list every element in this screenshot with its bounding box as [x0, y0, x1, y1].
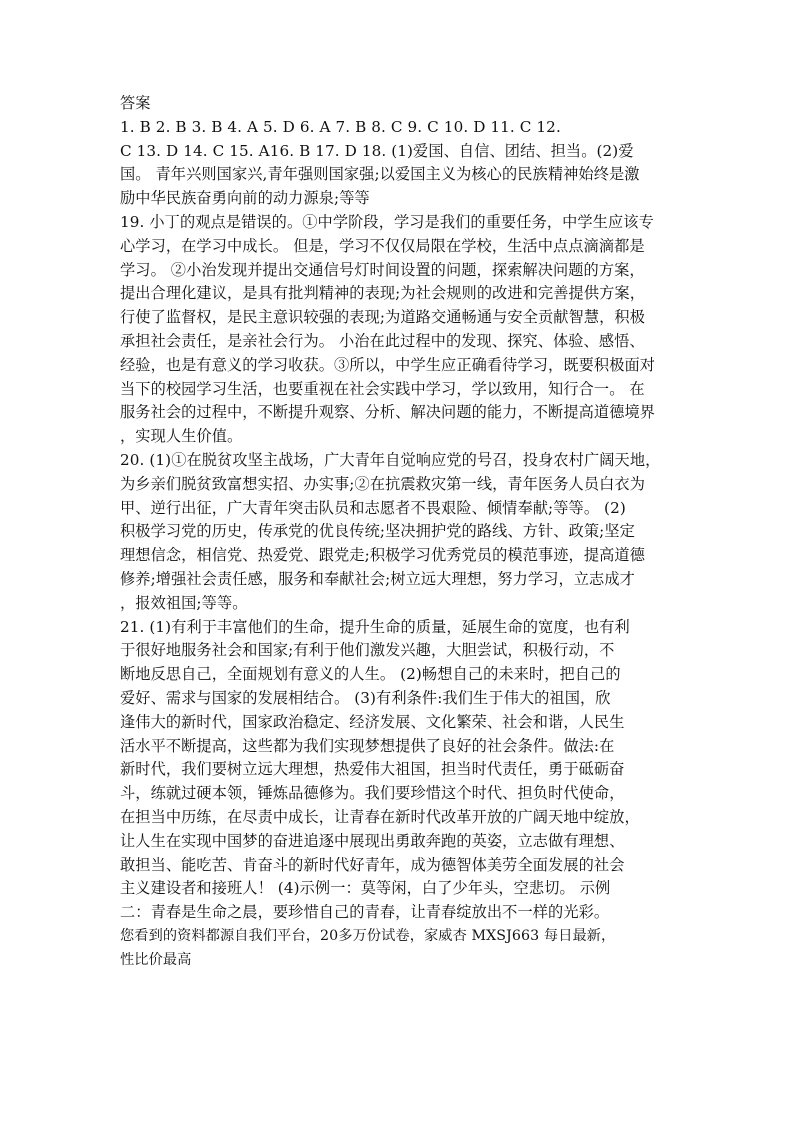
- answer-line: 甲、逆行出征，广大青年突击队员和志愿者不畏艰险、倾情奉献;等等。 (2): [120, 498, 626, 517]
- promo-footer: [120, 925, 676, 973]
- answer-line: C 13. D 14. C 15. A16. B 17. D 18. (1)爱国、自信、团结、担当。(2)爱: [120, 141, 634, 160]
- answer-line: 活水平不断提高，这些都为我们实现梦想提供了良好的社会条件。做法:在: [120, 736, 615, 755]
- answer-line: 19. 小丁的观点是错误的。①中学阶段，学习是我们的重要任务，中学生应该专: [120, 212, 654, 231]
- answer-body: [120, 116, 676, 925]
- answer-line: 服务社会的过程中，不断提升观察、分析、解决问题的能力，不断提高道德境界: [120, 403, 656, 422]
- answer-line: 为乡亲们脱贫致富想实招、办实事;②在抗震救灾第一线，青年医务人员白衣为: [120, 474, 645, 493]
- answer-line: ，实现人生价值。: [120, 427, 243, 446]
- answer-line: 经验，也是有意义的学习收获。③所以，中学生应正确看待学习，既要积极面对: [120, 355, 656, 374]
- answer-line: 21. (1)有利于丰富他们的生命，提升生命的质量，延展生命的宽度，也有利: [120, 617, 630, 636]
- answer-line: 修养;增强社会责任感，服务和奉献社会;树立远大理想，努力学习，立志成才: [120, 569, 635, 588]
- footer-line: 您看到的资料都源自我们平台，20多万份试卷，家威杏 MXSJ663 每日最新，: [120, 927, 616, 944]
- answer-line: 主义建设者和接班人！ (4)示例一：莫等闲，白了少年头，空悲切。 示例: [120, 879, 611, 898]
- answer-line: 20. (1)①在脱贫攻坚主战场，广大青年自觉响应党的号召，投身农村广阔天地，: [120, 450, 661, 469]
- answer-line: 提出合理化建议，是具有批判精神的表现;为社会规则的改进和完善提供方案，: [120, 284, 645, 303]
- answer-line: 爱好、需求与国家的发展相结合。 (3)有利条件:我们生于伟大的祖国，欣: [120, 688, 611, 707]
- answer-line: 断地反思自己，全面规划有意义的人生。 (2)畅想自己的未来时，把自己的: [120, 665, 621, 684]
- answer-line: 敢担当、能吃苦、肯奋斗的新时代好青年，成为德智体美劳全面发展的社会: [120, 855, 625, 874]
- answer-line: 斗，练就过硬本领，锤炼品德修为。我们要珍惜这个时代、担负时代使命，: [120, 784, 625, 803]
- answer-line: 学习。 ②小治发现并提出交通信号灯时间设置的问题，探索解决问题的方案，: [120, 260, 645, 279]
- answer-line: 励中华民族奋勇向前的动力源泉;等等: [120, 189, 370, 208]
- answer-line: 心学习，在学习中成长。 但是，学习不仅仅局限在学校，生活中点点滴滴都是: [120, 236, 645, 255]
- answer-line: 于很好地服务社会和国家;有利于他们激发兴趣，大胆尝试，积极行动，不: [120, 641, 615, 660]
- answer-line: 积极学习党的历史，传承党的优良传统;坚决拥护党的路线、方针、政策;坚定: [120, 522, 635, 541]
- answer-line: 1. B 2. B 3. B 4. A 5. D 6. A 7. B 8. C 9. C 10. D 11. C 12.: [120, 117, 561, 136]
- answer-document: [120, 92, 676, 972]
- answer-line: 新时代，我们要树立远大理想，热爱伟大祖国，担当时代责任，勇于砥砺奋: [120, 760, 625, 779]
- answer-line: ，报效祖国;等等。: [120, 593, 248, 612]
- answer-line: 让人生在实现中国梦的奋进追逐中展现出勇敢奔跑的英姿，立志做有理想、: [120, 831, 625, 850]
- answer-line: 行使了监督权，是民主意识较强的表现;为道路交通畅通与安全贡献智慧，积极: [120, 308, 645, 327]
- footer-line: 性比价最高: [120, 951, 192, 968]
- answer-line: 承担社会责任，是亲社会行为。 小治在此过程中的发现、探究、体验、感悟、: [120, 331, 645, 350]
- answer-line: 二：青春是生命之晨，要珍惜自己的青春，让青春绽放出不一样的光彩。: [120, 903, 610, 922]
- answer-line: 逢伟大的新时代，国家政治稳定、经济发展、文化繁荣、社会和谐，人民生: [120, 712, 625, 731]
- answer-line: 国。 青年兴则国家兴,青年强则国家强;以爱国主义为核心的民族精神始终是激: [120, 165, 640, 184]
- answer-line: 理想信念，相信党、热爱党、跟党走;积极学习优秀党员的模范事迹，提高道德: [120, 546, 645, 565]
- answer-line: 在担当中历练，在尽责中成长，让青春在新时代改革开放的广阔天地中绽放，: [120, 807, 640, 826]
- answer-line: 当下的校园学习生活，也要重视在社会实践中学习，学以致用，知行合一。 在: [120, 379, 645, 398]
- document-title: 答案: [120, 94, 151, 112]
